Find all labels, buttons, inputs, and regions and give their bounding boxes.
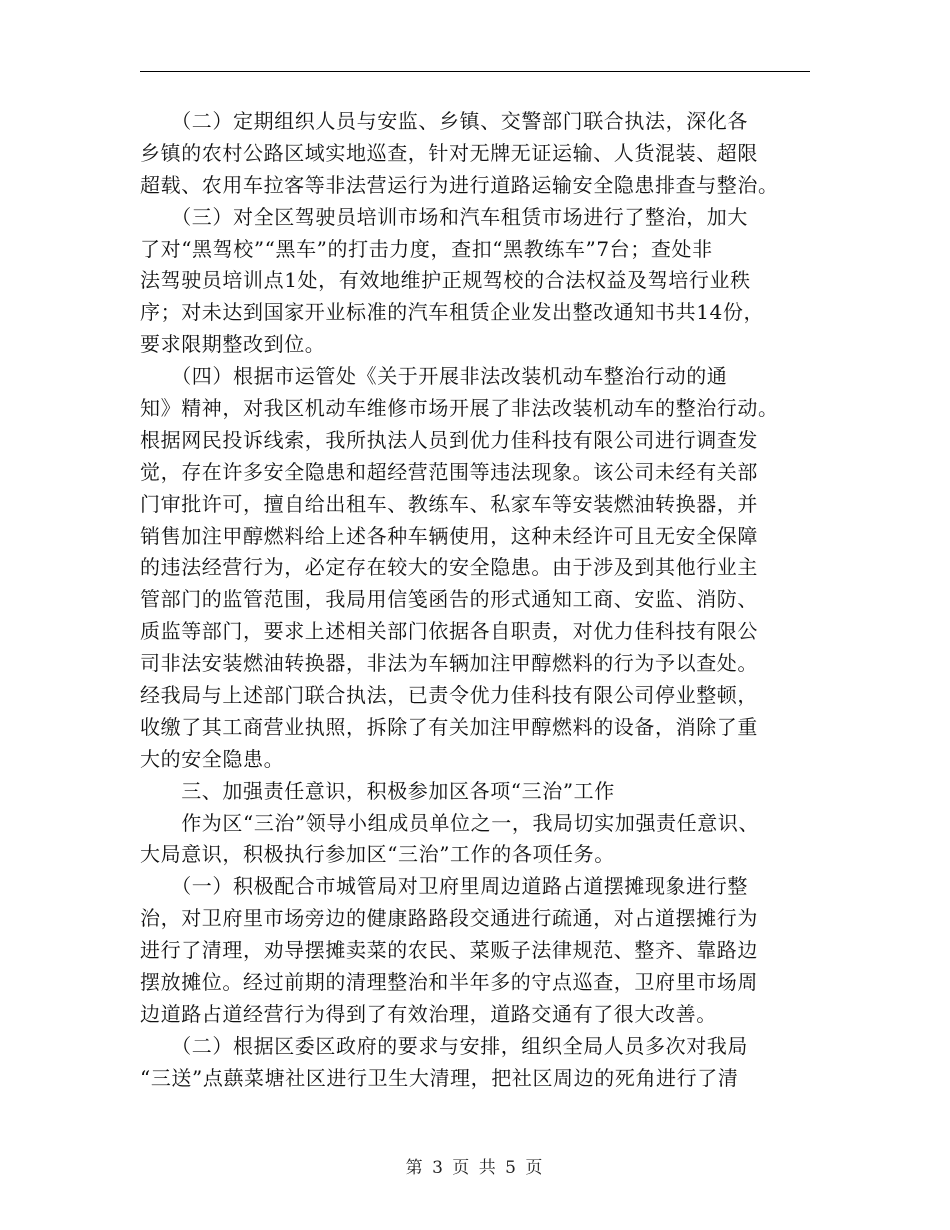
text-line: 作为区“三治”领导小组成员单位之一，我局切实加强责任意识、 bbox=[140, 810, 760, 835]
text-line: （三）对全区驾驶员培训市场和汽车租赁市场进行了整治，加大 bbox=[140, 204, 748, 229]
text-line: “三送”点蕻菜塘社区进行卫生大清理，把社区周边的死角进行了清 bbox=[140, 1065, 739, 1090]
text-line: （一）积极配合市城管局对卫府里周边道路占道摆摊现象进行整 bbox=[140, 874, 748, 899]
header-rule bbox=[140, 71, 810, 72]
text-line: 根据网民投诉线索，我所执法人员到优力佳科技有限公司进行调查发 bbox=[140, 427, 758, 452]
text-line: 质监等部门，要求上述相关部门依据各自职责，对优力佳科技有限公 bbox=[140, 619, 758, 644]
text-line: 要求限期整改到位。 bbox=[140, 332, 326, 357]
text-line: 门审批许可，擅自给出租车、教练车、私家车等安装燃油转换器，并 bbox=[140, 491, 758, 516]
text-line: （二）根据区委区政府的要求与安排，组织全局人员多次对我局 bbox=[140, 1033, 748, 1058]
text-line: 觉，存在许多安全隐患和超经营范围等违法现象。该公司未经有关部 bbox=[140, 459, 758, 484]
text-line: 法驾驶员培训点1处，有效地维护正规驾校的合法权益及驾培行业秩 bbox=[140, 268, 751, 293]
text-line: 经我局与上述部门联合执法，已责令优力佳科技有限公司停业整顿， bbox=[140, 683, 758, 708]
text-line: 乡镇的农村公路区域实地巡查，针对无牌无证运输、人货混装、超限 bbox=[140, 140, 758, 165]
text-line: 进行了清理，劝导摆摊卖菜的农民、菜贩子法律规范、整齐、靠路边 bbox=[140, 938, 758, 963]
text-line: 管部门的监管范围，我局用信笺函告的形式通知工商、安监、消防、 bbox=[140, 587, 758, 612]
text-line: 大的安全隐患。 bbox=[140, 746, 285, 771]
text-line: （二）定期组织人员与安监、乡镇、交警部门联合执法，深化各 bbox=[140, 109, 748, 133]
text-line: 边道路占道经营行为得到了有效治理，道路交通有了很大改善。 bbox=[140, 1001, 717, 1026]
text-line: 三、加强责任意识，积极参加区各项“三治”工作 bbox=[140, 778, 615, 803]
text-line: 收缴了其工商营业执照，拆除了有关加注甲醇燃料的设备，消除了重 bbox=[140, 714, 758, 739]
text-line: 的违法经营行为，必定存在较大的安全隐患。由于涉及到其他行业主 bbox=[140, 555, 758, 580]
text-line: 销售加注甲醇燃料给上述各种车辆使用，这种未经许可且无安全保障 bbox=[140, 523, 758, 548]
text-line: 了对“黑驾校”“黑车”的打击力度，查扣“黑教练车”7台；查处非 bbox=[140, 236, 713, 261]
text-line: （四）根据市运管处《关于开展非法改装机动车整治行动的通 bbox=[140, 364, 728, 389]
text-line: 超载、农用车拉客等非法营运行为进行道路运输安全隐患排查与整治。 bbox=[140, 172, 779, 197]
text-line: 司非法安装燃油转换器，非法为车辆加注甲醇燃料的行为予以查处。 bbox=[140, 651, 758, 676]
text-line: 摆放摊位。经过前期的清理整治和半年多的守点巡查，卫府里市场周 bbox=[140, 970, 758, 995]
text-line: 治，对卫府里市场旁边的健康路路段交通进行疏通，对占道摆摊行为 bbox=[140, 906, 758, 931]
text-line: 序；对未达到国家开业标准的汽车租赁企业发出整改通知书共14份， bbox=[140, 300, 765, 325]
document-body bbox=[140, 106, 812, 1095]
page-footer: 第 3 页 共 5 页 bbox=[405, 1158, 545, 1178]
text-line: 大局意识，积极执行参加区“三治”工作的各项任务。 bbox=[140, 842, 615, 867]
text-line: 知》精神，对我区机动车维修市场开展了非法改装机动车的整治行动。 bbox=[140, 396, 779, 421]
